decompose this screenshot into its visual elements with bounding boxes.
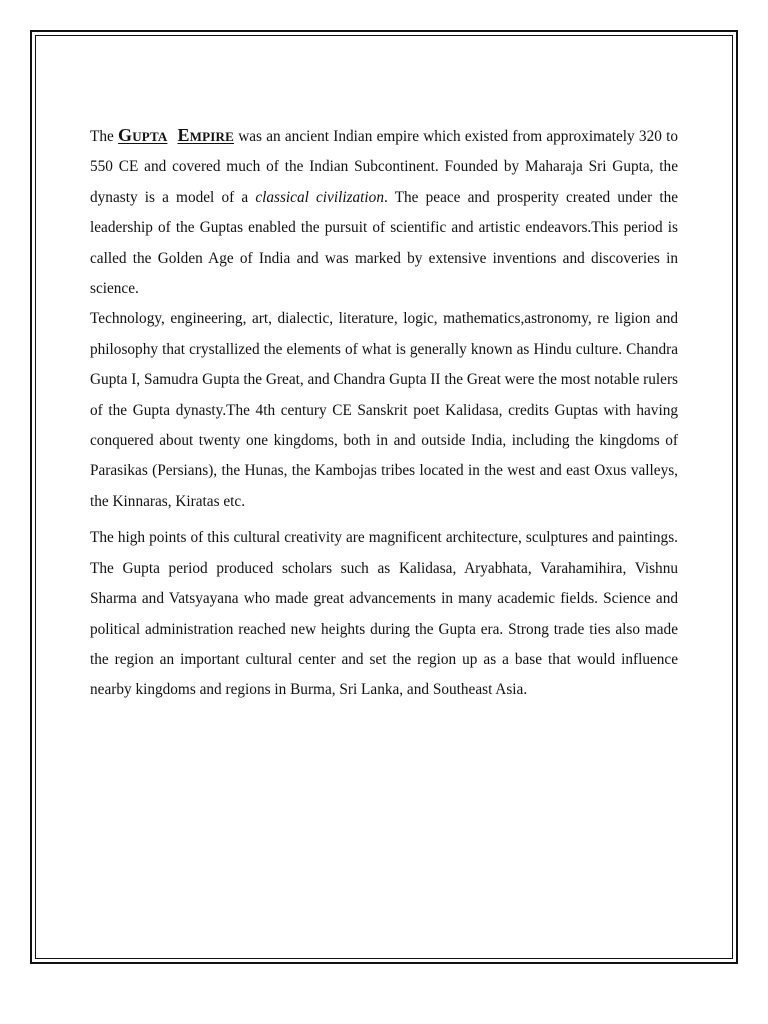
title-word-2: Empire — [177, 125, 234, 145]
paragraph-3: The high points of this cultural creativity are magnificent architecture, sculptures and paintings. The Gupta period produced scholars such as Kalidasa, Aryabhata, Varahamihira, Vishnu Sharma and Vatsyayana who made great advancements in many academic fields. Science and political administration reached new heights during the Gupta era. Strong trade ties also made the region an important cultural center and set the region up as a base that would influence nearby kingdoms and regions in Burma, Sri Lanka, and Southeast Asia. — [90, 529, 678, 699]
paragraph-1-lead: The — [90, 128, 114, 145]
paragraph-1-after-title: was an ancient Indian empire which existed from approximately 320 to 550 CE and covered much of the Indian Subcontinent. Founded by Maharaja Sri Gupta, the dynasty is a model of a — [90, 128, 678, 206]
paragraph-1 — [90, 120, 678, 304]
title-word-1: Gupta — [118, 125, 168, 145]
title-term — [118, 125, 234, 145]
document-body — [90, 120, 678, 706]
italic-phrase: classical civilization — [255, 188, 384, 206]
paragraph-1-rest: . The peace and prosperity created under the leadership of the Guptas enabled the pursuit of scientific and artistic endeavors.This period is called the Golden Age of India and was marked by extensive inventions and discoveries in science. — [90, 188, 679, 298]
paragraph-2: Technology, engineering, art, dialectic, literature, logic, mathematics,astronomy, re ligion and philosophy that crystallized the elements of what is generally known as Hindu culture. Chandra Gupta I, Samudra Gupta the Great, and Chandra Gupta II the Great were the most notable rulers of the Gupta dynasty.The 4th century CE Sanskrit poet Kalidasa, credits Guptas with having conquered about twenty one kingdoms, both in and outside India, including the kingdoms of Parasikas (Persians), the Hunas, the Kambojas tribes located in the west and east Oxus valleys, the Kinnaras, Kiratas etc. — [90, 310, 678, 510]
